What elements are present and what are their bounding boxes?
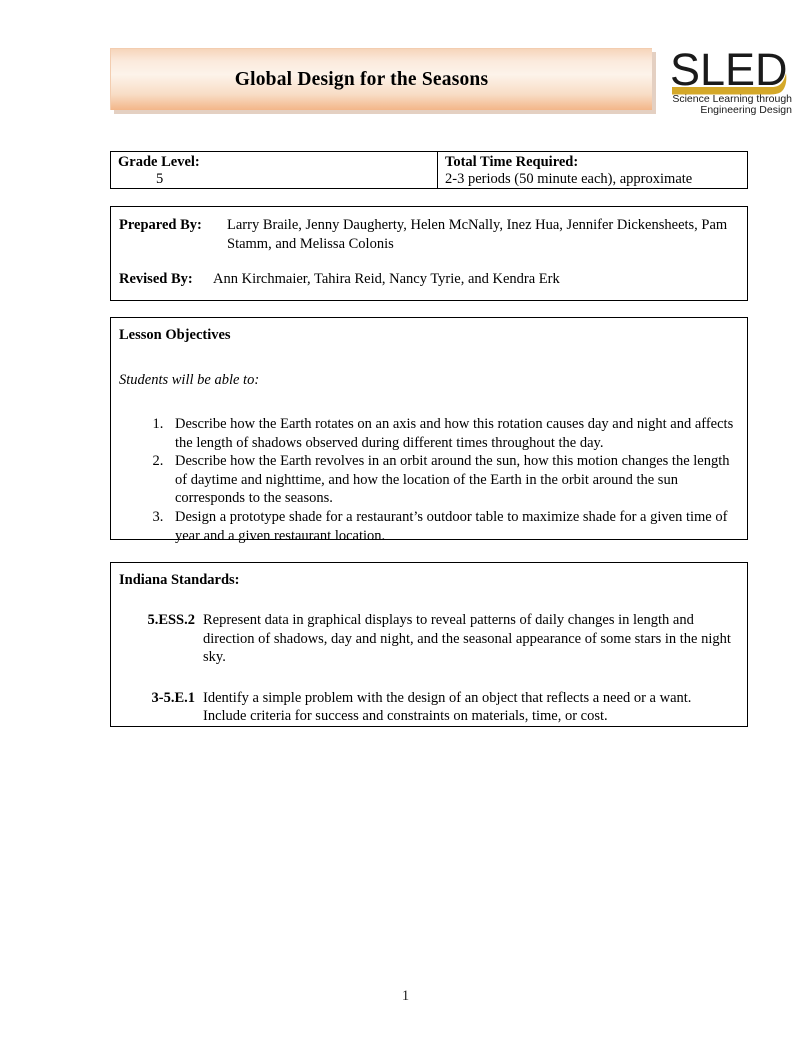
standard-row bbox=[119, 689, 735, 726]
prepared-by-names: Larry Braile, Jenny Daugherty, Helen McNally, Inez Hua, Jennifer Dickensheets, Pam Stamm, and Melissa Colonis bbox=[227, 217, 728, 252]
prepared-by-row bbox=[119, 216, 737, 253]
lesson-objectives-list bbox=[119, 415, 737, 545]
prepared-by-label: Prepared By: bbox=[119, 217, 202, 233]
standard-text: Identify a simple problem with the design of an object that reflects a need or a want. Include criteria for success and constraints on materials, time, or cost. bbox=[203, 689, 692, 725]
sled-wordmark-text: SLED bbox=[670, 44, 788, 95]
sled-tagline-line1: Science Learning through bbox=[672, 93, 792, 105]
grade-time-table bbox=[110, 151, 748, 189]
total-time-label: Total Time Required: bbox=[445, 154, 579, 170]
standard-row bbox=[119, 611, 735, 667]
list-item: 1. Describe how the Earth rotates on an axis and how this rotation causes day and night and affects the length of shadows observed during different times throughout the day. bbox=[167, 415, 737, 452]
title-banner bbox=[110, 48, 652, 110]
lesson-objectives-box bbox=[110, 317, 748, 544]
document-header bbox=[0, 0, 811, 135]
indiana-standards-heading: Indiana Standards: bbox=[119, 572, 240, 588]
sled-tagline-line2: Engineering Design bbox=[700, 104, 792, 116]
standard-code: 5.ESS.2 bbox=[147, 612, 195, 628]
credits-spacer bbox=[119, 253, 737, 270]
list-item: 2. Describe how the Earth revolves in an orbit around the sun, how this motion changes the length of daytime and nighttime, and how the location of the Earth in the orbit around the sun corresponds to the seasons. bbox=[167, 452, 737, 508]
lesson-objectives-intro: Students will be able to: bbox=[119, 372, 260, 388]
revised-by-names: Ann Kirchmaier, Tahira Reid, Nancy Tyrie, and Kendra Erk bbox=[213, 271, 560, 287]
list-item: 3. Design a prototype shade for a restaurant’s outdoor table to maximize shade for a given time of year and a given restaurant location. bbox=[167, 508, 737, 545]
total-time-value: 2-3 periods (50 minute each), approximate bbox=[445, 171, 693, 187]
grade-level-label: Grade Level: bbox=[118, 154, 200, 170]
indiana-standards-box bbox=[110, 562, 748, 727]
grade-level-cell bbox=[111, 152, 438, 188]
page-number: 1 bbox=[401, 988, 410, 1004]
credits-box bbox=[110, 206, 748, 301]
page-title: Global Design for the Seasons bbox=[234, 68, 489, 90]
lesson-objectives-heading: Lesson Objectives bbox=[119, 327, 231, 343]
revised-by-label: Revised By: bbox=[119, 271, 193, 287]
total-time-cell bbox=[438, 152, 747, 188]
sled-logo bbox=[668, 42, 794, 116]
standard-text: Represent data in graphical displays to reveal patterns of daily changes in length and direction of shadows, day and night, and the seasonal appearance of some stars in the night sky. bbox=[203, 612, 731, 666]
standard-code: 3-5.E.1 bbox=[151, 689, 195, 706]
grade-level-value: 5 bbox=[156, 171, 164, 187]
revised-by-row bbox=[119, 270, 737, 289]
